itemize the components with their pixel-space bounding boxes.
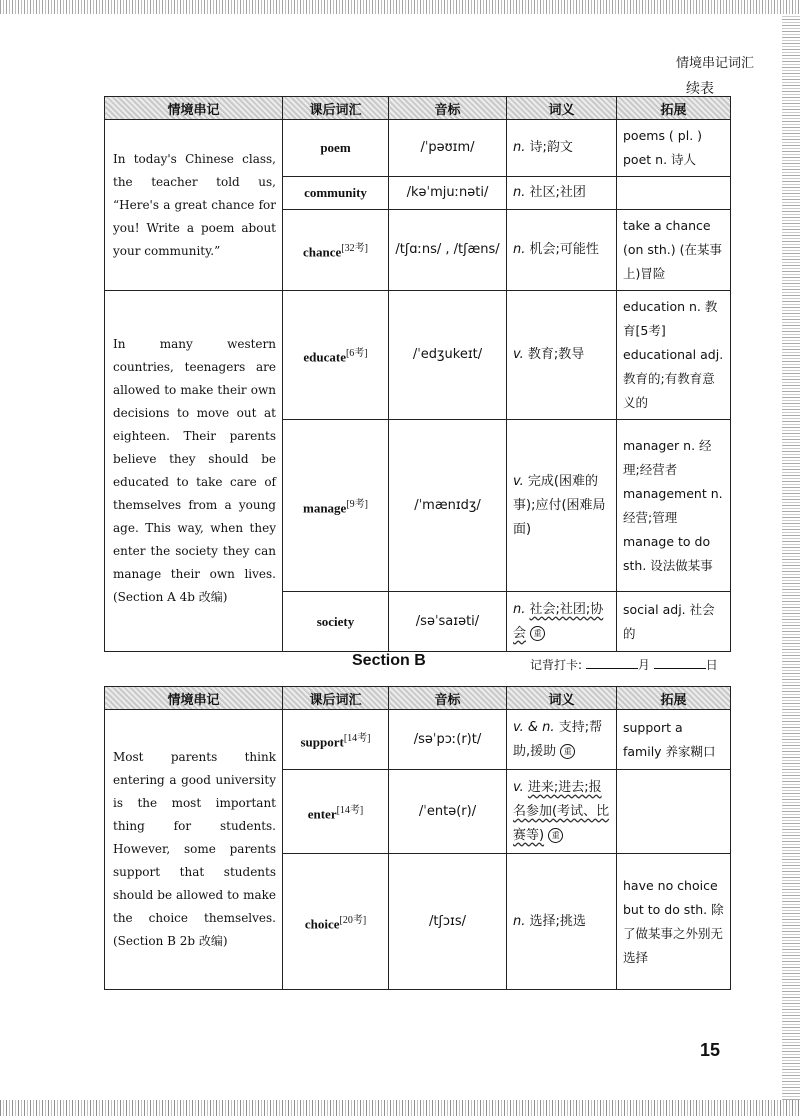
context-paragraph: In many western countries, teenagers are allowed to make their own decisions to move out at eighteen. Their parents believe they should be educated to take care of themselves from a young age. This way, when they enter the society they can manage their own lives. (Section A 4b 改编) — [105, 291, 283, 652]
word-cell: community — [283, 177, 389, 210]
scan-edge-bottom — [0, 1100, 800, 1116]
phonetic-cell: /səˈsaɪəti/ — [389, 592, 507, 652]
word-cell: poem — [283, 120, 389, 177]
col-header-meaning: 词义 — [507, 97, 617, 120]
scan-edge-right — [782, 14, 800, 1100]
word-cell: educate[6考] — [283, 291, 389, 420]
word-cell: chance[32考] — [283, 210, 389, 291]
table-row — [105, 710, 731, 770]
key-mark-icon: 重 — [530, 626, 545, 641]
table-row — [105, 291, 731, 420]
section-b-title: Section B — [352, 652, 426, 669]
col-header-word: 课后词汇 — [283, 687, 389, 710]
context-paragraph: In today's Chinese class, the teacher told us, “Here's a great chance for you! Write a poem about your community.” — [105, 120, 283, 291]
phonetic-cell: /ˈmænɪdʒ/ — [389, 420, 507, 592]
context-paragraph: Most parents think entering a good university is the most important thing for students. However, some parents support that students should be allowed to make the choice themselves. (Section B 2b 改编) — [105, 710, 283, 990]
word-cell: support[14考] — [283, 710, 389, 770]
word-cell: choice[20考] — [283, 854, 389, 990]
extension-cell — [617, 177, 731, 210]
col-header-context: 情境串记 — [105, 687, 283, 710]
phonetic-cell: /səˈpɔː(r)t/ — [389, 710, 507, 770]
word-cell: enter[14考] — [283, 770, 389, 854]
col-header-phonetic: 音标 — [389, 97, 507, 120]
phonetic-cell: /ˈpəʊɪm/ — [389, 120, 507, 177]
meaning-cell: n. 社区;社团 — [507, 177, 617, 210]
phonetic-cell: /ˈentə(r)/ — [389, 770, 507, 854]
col-header-meaning: 词义 — [507, 687, 617, 710]
extension-cell: support a family 养家糊口 — [617, 710, 731, 770]
word-cell: manage[9考] — [283, 420, 389, 592]
meaning-cell: n. 选择;挑选 — [507, 854, 617, 990]
meaning-cell: v. & n. 支持;帮助,援助 重 — [507, 710, 617, 770]
vocab-table-section-b — [104, 686, 731, 990]
meaning-cell: v. 完成(困难的事);应付(困难局面) — [507, 420, 617, 592]
meaning-cell: v. 教育;教导 — [507, 291, 617, 420]
meaning-cell: n. 机会;可能性 — [507, 210, 617, 291]
table-row — [105, 120, 731, 177]
continued-label: 续表 — [686, 81, 714, 97]
meaning-cell: v. 进来;进去;报名参加(考试、比赛等) 重 — [507, 770, 617, 854]
extension-cell: social adj. 社会的 — [617, 592, 731, 652]
extension-cell: education n. 教育[5考] educational adj. 教育的;有教育意义的 — [617, 291, 731, 420]
phonetic-cell: /ˈedʒukeɪt/ — [389, 291, 507, 420]
col-header-phonetic: 音标 — [389, 687, 507, 710]
scan-edge-top — [0, 0, 800, 14]
col-header-extension: 拓展 — [617, 97, 731, 120]
col-header-extension: 拓展 — [617, 687, 731, 710]
phonetic-cell: /tʃɑːns/ , /tʃæns/ — [389, 210, 507, 291]
extension-cell: manager n. 经理;经营者 management n. 经营;管理 manage to do sth. 设法做某事 — [617, 420, 731, 592]
col-header-context: 情境串记 — [105, 97, 283, 120]
key-mark-icon: 重 — [548, 828, 563, 843]
word-cell: society — [283, 592, 389, 652]
checkin-line: 记背打卡: 月 日 — [530, 658, 718, 672]
phonetic-cell: /kəˈmjuːnəti/ — [389, 177, 507, 210]
month-blank[interactable] — [586, 658, 638, 669]
page-number: 15 — [699, 1040, 720, 1060]
day-blank[interactable] — [654, 658, 706, 669]
key-mark-icon: 重 — [560, 744, 575, 759]
meaning-cell: n. 社会;社团;协会 重 — [507, 592, 617, 652]
col-header-word: 课后词汇 — [283, 97, 389, 120]
vocab-table-section-a — [104, 96, 731, 652]
meaning-cell: n. 诗;韵文 — [507, 120, 617, 177]
extension-cell: poems ( pl. ) poet n. 诗人 — [617, 120, 731, 177]
extension-cell: take a chance (on sth.) (在某事上)冒险 — [617, 210, 731, 291]
chapter-title: 情境串记词汇 — [675, 56, 754, 71]
phonetic-cell: /tʃɔɪs/ — [389, 854, 507, 990]
extension-cell: have no choice but to do sth. 除了做某事之外别无选择 — [617, 854, 731, 990]
extension-cell — [617, 770, 731, 854]
